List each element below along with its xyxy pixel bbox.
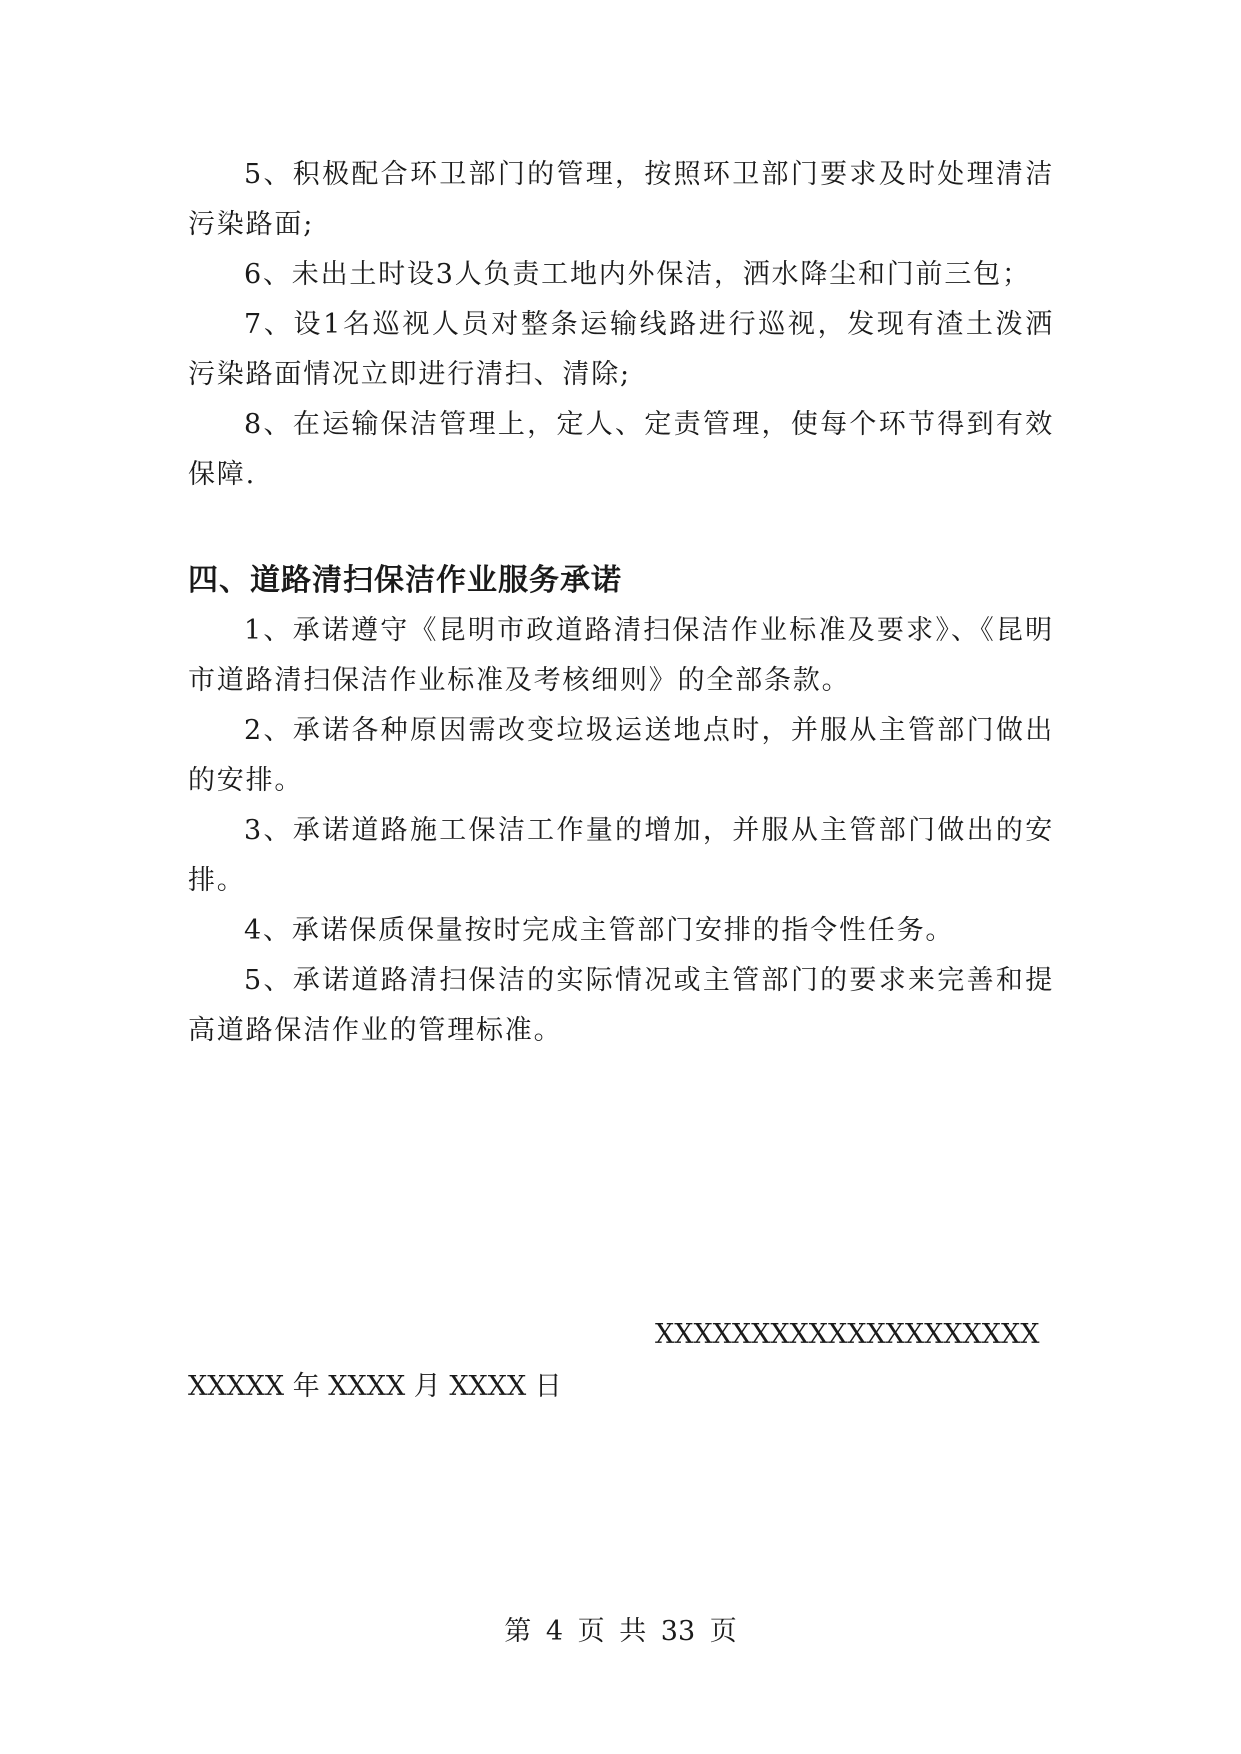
- commitment-item-2: 2、承诺各种原因需改变垃圾运送地点时，并服从主管部门做出的安排。: [188, 715, 1054, 796]
- commitment-item-4: 4、承诺保质保量按时完成主管部门安排的指令性任务。: [244, 915, 955, 946]
- paragraph-item-6: 6、未出土时设3人负责工地内外保洁，洒水降尘和门前三包；: [244, 259, 1031, 290]
- signature-company: XXXXXXXXXXXXXXXXXXXX: [655, 1319, 1040, 1350]
- commitment-item-5: 5、承诺道路清扫保洁的实际情况或主管部门的要求来完善和提高道路保洁作业的管理标准。: [188, 965, 1054, 1046]
- commitment-item-3: 3、承诺道路施工保洁工作量的增加，并服从主管部门做出的安排。: [188, 815, 1054, 896]
- paragraph-item-8: 8、在运输保洁管理上，定人、定责管理，使每个环节得到有效保障.: [188, 409, 1054, 490]
- signature-date: XXXXX 年 XXXX 月 XXXX 日: [188, 1371, 562, 1402]
- section-transport-cleaning: [188, 150, 1054, 500]
- section-service-commitment: [188, 606, 1054, 1056]
- page-footer: 第 4 页 共 33 页: [504, 1616, 737, 1647]
- commitment-item-1: 1、承诺遵守《昆明市政道路清扫保洁作业标准及要求》、《昆明市道路清扫保洁作业标准及考核细则》的全部条款。: [188, 615, 1054, 696]
- paragraph-item-7: 7、设1名巡视人员对整条运输线路进行巡视，发现有渣土泼洒污染路面情况立即进行清扫、清除;: [188, 309, 1054, 390]
- paragraph-item-5: 5、积极配合环卫部门的管理，按照环卫部门要求及时处理清洁污染路面;: [188, 159, 1054, 240]
- section-heading: 四、道路清扫保洁作业服务承诺: [188, 563, 622, 598]
